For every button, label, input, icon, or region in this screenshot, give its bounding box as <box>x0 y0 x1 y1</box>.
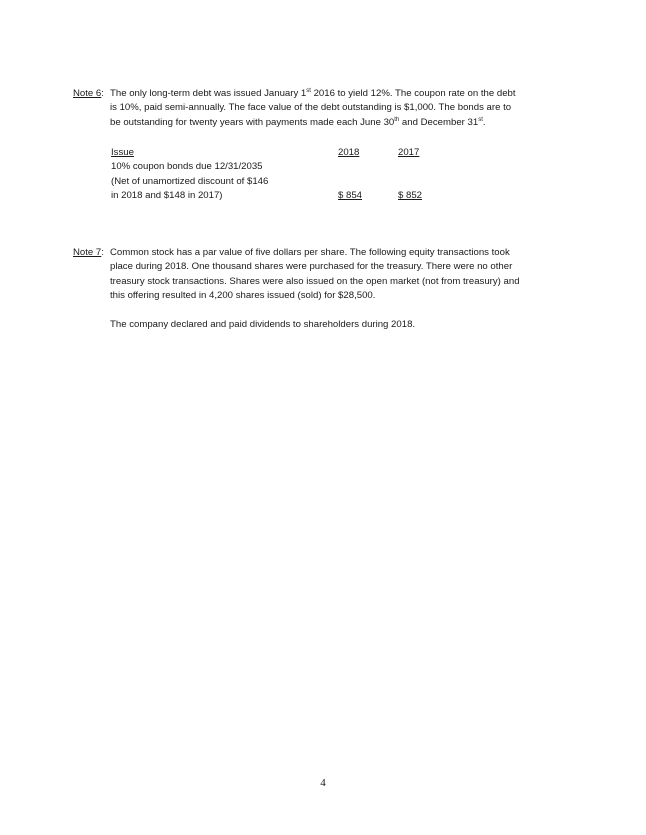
debt-table <box>111 146 441 204</box>
note-6 <box>73 87 583 130</box>
discount-note: (Net of unamortized discount of $146 <box>111 175 269 187</box>
note-6-body <box>110 87 583 130</box>
debt-table-header <box>111 146 441 160</box>
paragraph-gap <box>110 304 583 318</box>
note-6-line-2: is 10%, paid semi-annually. The face value of the debt outstanding is $1,000. The bonds are to <box>110 102 512 114</box>
debt-table-row <box>111 175 441 189</box>
header-2017: 2017 <box>398 147 420 158</box>
note-6-line-1: The only long-term debt was issued January 1st 2016 to yield 12%. The coupon rate on the debt <box>110 88 516 99</box>
header-issue: Issue <box>111 147 134 158</box>
page-number: 4 <box>320 777 326 789</box>
note-6-line-3: be outstanding for twenty years with payments made each June 30th and December 31st. <box>110 116 486 128</box>
note-7-line-2: place during 2018. One thousand shares were purchased for the treasury. There were no other <box>110 261 513 273</box>
bond-description: 10% coupon bonds due 12/31/2035 <box>111 161 263 173</box>
note-7-line-5: The company declared and paid dividends to shareholders during 2018. <box>110 318 416 330</box>
debt-table-row <box>111 160 441 174</box>
value-2017: $ 852 <box>398 190 423 202</box>
note-6-label: Note 6: <box>73 88 104 99</box>
discount-years: in 2018 and $148 in 2017) <box>111 190 223 202</box>
note-7-line-1: Common stock has a par value of five dollars per share. The following equity transactions took <box>110 247 510 258</box>
note-7-body <box>110 246 583 332</box>
value-2018: $ 854 <box>338 190 363 202</box>
header-2018: 2018 <box>338 147 360 158</box>
note-7 <box>73 246 583 332</box>
note-7-line-3: treasury stock transactions. Shares were also issued on the open market (not from treasury) and <box>110 275 520 287</box>
note-7-label: Note 7: <box>73 247 104 258</box>
note-7-line-4: this offering resulted in 4,200 shares issued (sold) for $28,500. <box>110 290 376 302</box>
debt-table-row <box>111 189 441 203</box>
